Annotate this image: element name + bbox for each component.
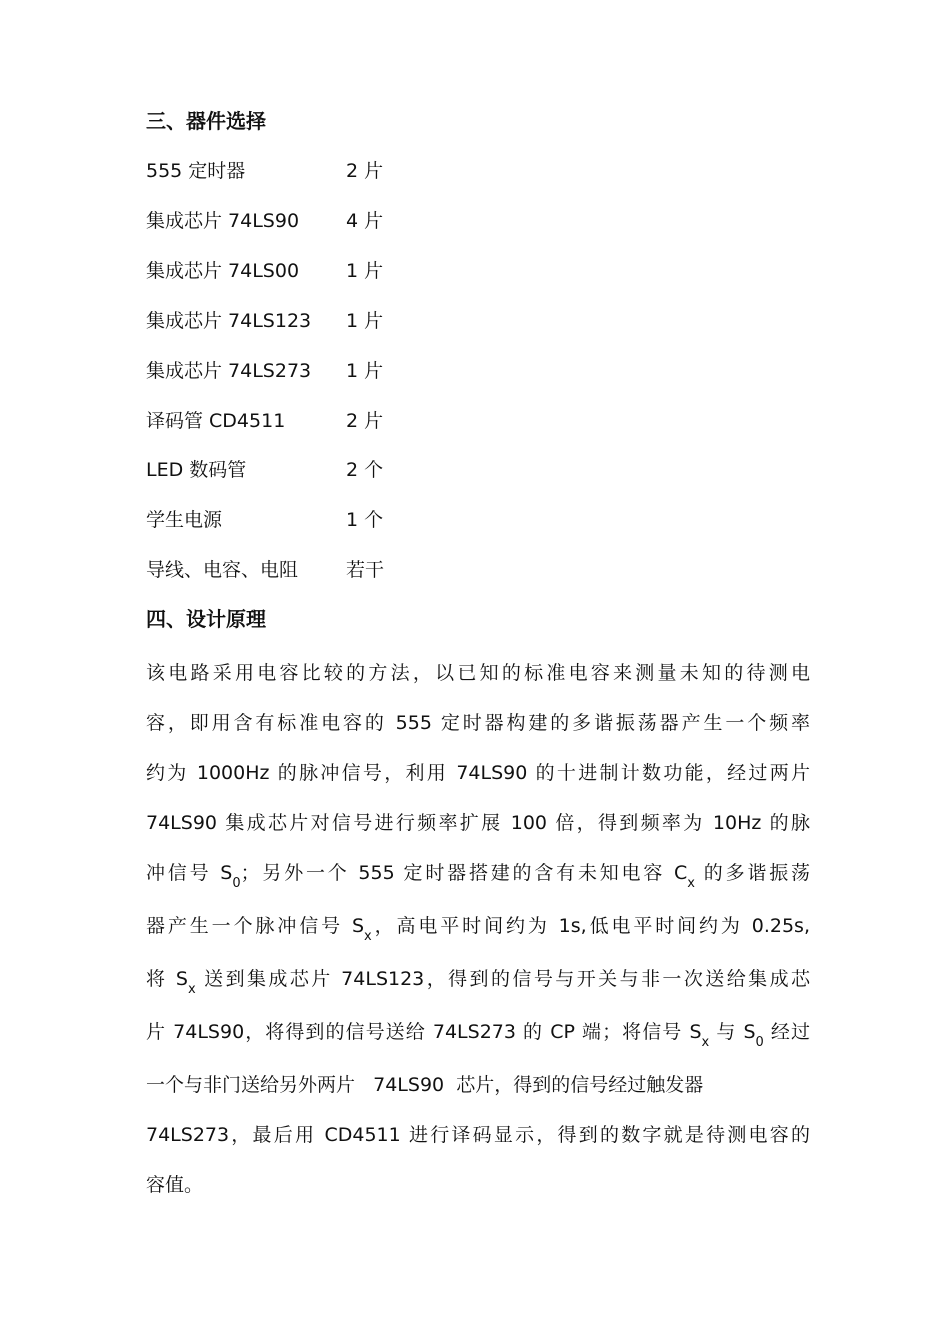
paragraph-line — [146, 901, 810, 954]
subscript: 0 — [755, 1035, 764, 1050]
text-run: 与 S — [709, 1021, 756, 1043]
paragraph-line — [146, 1007, 810, 1060]
paragraph-line — [146, 848, 810, 901]
component-name: 集成芯片 74LS90 — [146, 210, 300, 232]
component-row — [146, 557, 846, 583]
text-run: 的多谐振荡 — [694, 862, 810, 884]
section-heading-principle: 四、设计原理 — [146, 607, 266, 631]
component-quantity: 1 片 — [346, 310, 384, 332]
component-quantity: 1 片 — [346, 360, 384, 382]
paragraph-line: 该电路采用电容比较的方法，以已知的标准电容来测量未知的待测电 — [146, 662, 810, 684]
text-run: 冲信号 S — [146, 862, 233, 884]
component-row — [146, 308, 846, 334]
text-run: ；另外一个 555 定时器搭建的含有未知电容 C — [240, 862, 688, 884]
component-name: 译码管 CD4511 — [146, 410, 286, 432]
component-quantity: 2 片 — [346, 160, 384, 182]
text-run: 经过 — [763, 1021, 810, 1043]
paragraph-line: 74LS90 集成芯片对信号进行频率扩展 100 倍，得到频率为 10Hz 的脉 — [146, 812, 810, 834]
subscript: x — [187, 982, 196, 997]
paragraph-line: 容，即用含有标准电容的 555 定时器构建的多谐振荡器产生一个频率 — [146, 712, 810, 734]
section-heading-components: 三、器件选择 — [146, 109, 266, 133]
text-run: 片 74LS90，将得到的信号送给 74LS273 的 CP 端；将信号 S — [146, 1021, 702, 1043]
paragraph-line: 约为 1000Hz 的脉冲信号，利用 74LS90 的十进制计数功能，经过两片 — [146, 762, 810, 784]
component-quantity: 若干 — [346, 559, 385, 581]
component-quantity: 2 片 — [346, 410, 384, 432]
text-run: ，高电平时间约为 1s,低电平时间约为 0.25s, — [371, 915, 810, 937]
subscript: x — [687, 876, 695, 891]
paragraph-line: 74LS273，最后用 CD4511 进行译码显示，得到的数字就是待测电容的 — [146, 1124, 810, 1146]
component-row — [146, 208, 846, 234]
component-row — [146, 258, 846, 284]
text-run: 送到集成芯片 74LS123，得到的信号与开关与非一次送给集成芯 — [195, 968, 810, 990]
component-quantity: 2 个 — [346, 459, 384, 481]
subscript: x — [701, 1035, 710, 1050]
subscript: x — [364, 929, 372, 944]
component-quantity: 4 片 — [346, 210, 384, 232]
component-row — [146, 408, 846, 434]
component-name: 集成芯片 74LS00 — [146, 260, 300, 282]
component-name: 学生电源 — [146, 509, 223, 531]
subscript: 0 — [232, 876, 241, 891]
component-name: LED 数码管 — [146, 459, 247, 481]
text-run: 将 S — [146, 968, 188, 990]
component-quantity: 1 个 — [346, 509, 384, 531]
component-quantity: 1 片 — [346, 260, 384, 282]
component-name: 集成芯片 74LS123 — [146, 310, 312, 332]
component-name: 集成芯片 74LS273 — [146, 360, 312, 382]
component-row — [146, 457, 846, 483]
component-row — [146, 507, 846, 533]
component-row — [146, 358, 846, 384]
component-name: 555 定时器 — [146, 160, 246, 182]
paragraph-line — [146, 954, 810, 1007]
component-row — [146, 158, 846, 184]
principle-paragraph — [146, 648, 810, 1210]
paragraph-line: 容值。 — [146, 1174, 204, 1196]
component-name: 导线、电容、电阻 — [146, 559, 299, 581]
text-run: 器产生一个脉冲信号 S — [146, 915, 365, 937]
paragraph-line: 一个与非门送给另外两片 74LS90 芯片，得到的信号经过触发器 — [146, 1074, 704, 1096]
